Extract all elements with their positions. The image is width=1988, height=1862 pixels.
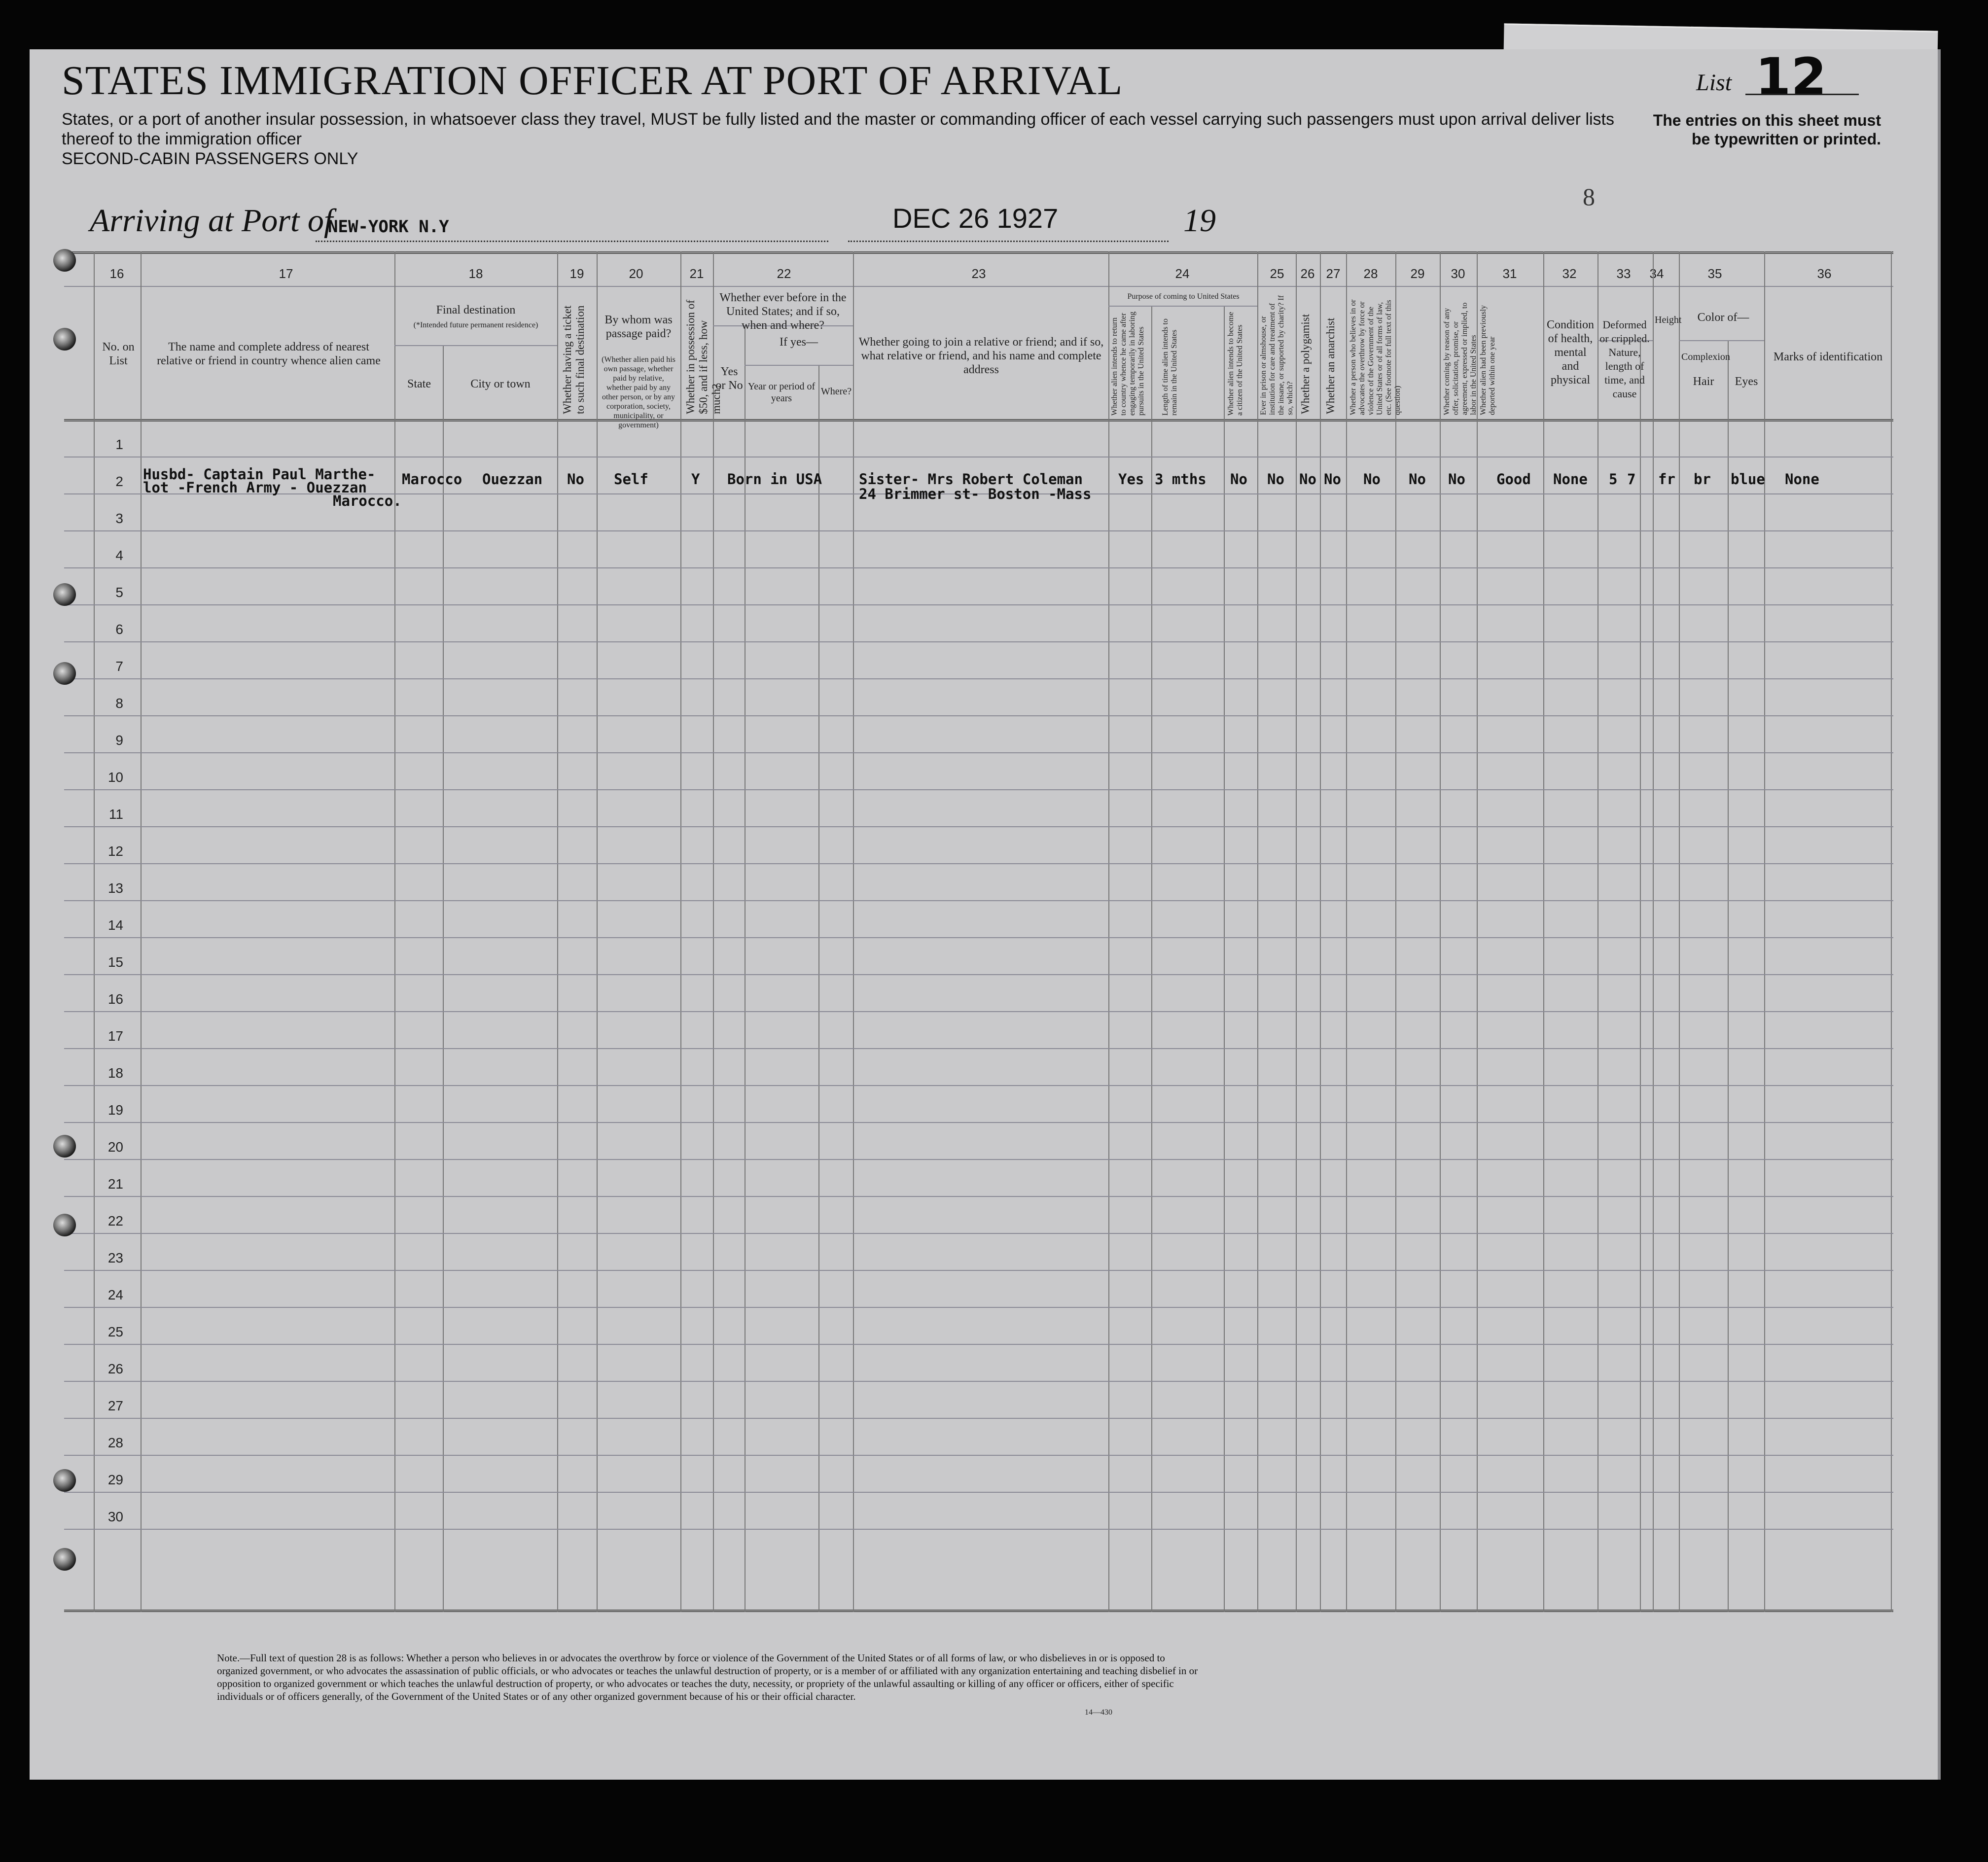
row-number: 4 (115, 548, 123, 563)
entry-purpose-return: Yes (1118, 471, 1144, 488)
hdr-marks: Marks of identification (1773, 351, 1883, 363)
col-border (394, 251, 395, 1612)
col-border (853, 251, 854, 1612)
col-num-29: 29 (1410, 266, 1425, 281)
row-number: 30 (107, 1509, 123, 1524)
entry-city: Ouezzan (482, 471, 543, 488)
hdr-deformed: Deformed or crippled. Nature, length of time, and cause (1599, 318, 1650, 400)
col-num-28: 28 (1363, 266, 1378, 281)
row-rule (64, 1418, 1893, 1419)
entry-purpose-citizen: No (1230, 471, 1247, 488)
row-number: 16 (107, 991, 123, 1007)
row-rule (64, 1085, 1893, 1086)
row-number: 26 (107, 1361, 123, 1376)
header-bottom-rule (64, 419, 1893, 422)
instructions (62, 109, 1639, 169)
col-border (1320, 251, 1321, 1612)
col-border (1224, 306, 1225, 1612)
entry-purpose-length: 3 mths (1155, 471, 1207, 488)
row-number: 10 (107, 770, 123, 785)
col-num-19: 19 (569, 266, 584, 281)
entry-overthrow: No (1363, 471, 1381, 488)
punch-hole (53, 1469, 76, 1492)
hdr-where: Where? (820, 386, 852, 397)
col-border (1891, 251, 1892, 1612)
entry-deported: No (1448, 471, 1465, 488)
col-num-36: 36 (1817, 266, 1832, 281)
col-border (1346, 251, 1347, 1612)
col-num-17: 17 (279, 266, 293, 281)
hdr-hair: Hair (1693, 375, 1714, 388)
row-number: 18 (107, 1065, 123, 1081)
page-title: STATES IMMIGRATION OFFICER AT PORT OF ARRIVAL (62, 58, 1123, 104)
hdr-color-of: Color of— (1697, 311, 1749, 324)
hdr-passage-paid: By whom was passage paid? (604, 314, 673, 340)
hdr-ever-before: Whether ever before in the United States; and if so, when and where? (719, 291, 847, 332)
hdr-sub-rule (1679, 340, 1764, 341)
hdr-purpose-return: Whether alien intends to return to country whence he came after engaging temporarily in laboring pursuits in the United States (1110, 311, 1145, 416)
col-border (818, 365, 819, 1612)
entry-ever-before: Born in USA (727, 471, 822, 488)
entry-prison: No (1267, 471, 1284, 488)
punch-hole (53, 583, 76, 606)
hdr-complexion: Complexion (1681, 351, 1730, 362)
row-number: 3 (115, 511, 123, 526)
col-num-20: 20 (629, 266, 643, 281)
page-mark: 8 (1583, 183, 1595, 211)
row-rule (64, 752, 1893, 753)
manifest-table (64, 251, 1893, 1612)
date-value: DEC 26 1927 (892, 203, 1059, 234)
hdr-eyes: Eyes (1735, 375, 1758, 388)
instructions-line-2: SECOND-CABIN PASSENGERS ONLY (62, 149, 358, 168)
entry-complexion: fr (1658, 471, 1675, 488)
row-number: 20 (107, 1139, 123, 1155)
row-number: 19 (107, 1102, 123, 1118)
row-number: 28 (107, 1435, 123, 1450)
punch-hole (53, 662, 76, 685)
entry-relative-line-2: lot -French Army - Ouezzan (143, 479, 367, 496)
row-number: 5 (115, 585, 123, 600)
hdr-yes-no: Yes or No (715, 365, 743, 392)
hdr-final-destination-note: (*Intended future permanent residence) (413, 321, 538, 329)
hdr-state: State (407, 378, 431, 390)
col-num-32: 32 (1562, 266, 1577, 281)
form-code: 14—430 (1085, 1708, 1112, 1717)
col-border (1543, 251, 1544, 1612)
row-number: 2 (115, 474, 123, 489)
entries-note: The entries on this sheet must be typewritten or printed. (1653, 111, 1881, 148)
col-border (1679, 251, 1680, 1612)
row-rule (64, 900, 1893, 901)
col-border (680, 251, 681, 1612)
col-num-35: 35 (1707, 266, 1722, 281)
punch-hole (53, 249, 76, 272)
entry-anarchist: No (1324, 471, 1341, 488)
row-rule (64, 1159, 1893, 1160)
hdr-deported: Whether alien had been previously deported within one year (1479, 305, 1496, 415)
row-number: 23 (107, 1250, 123, 1265)
hdr-passage-note: (Whether alien paid his own passage, whether paid by relative, whether paid by any other person, or by any corporation, society, municipality, or government) (602, 355, 675, 429)
punch-hole (53, 1214, 76, 1236)
entry-contract: No (1409, 471, 1426, 488)
row-rule (64, 1196, 1893, 1197)
list-underline (1745, 94, 1859, 95)
col-border (557, 251, 558, 1612)
col-border (1440, 251, 1441, 1612)
col-num-34: 34 (1649, 266, 1664, 281)
entry-deformed: None (1553, 471, 1588, 488)
row-rule (64, 826, 1893, 827)
hdr-city: City or town (470, 378, 531, 390)
list-label: List (1696, 70, 1732, 96)
row-rule (64, 641, 1893, 642)
row-number: 1 (115, 437, 123, 452)
row-rule (64, 678, 1893, 679)
hdr-overthrow: Whether a person who believes in or advocates the overthrow by force or violence of the Government of the United States or of all forms of law, etc. (See footnote for full text of this question) (1349, 299, 1402, 415)
year-prefix: 19 (1183, 203, 1216, 239)
row-number: 8 (115, 696, 123, 711)
col-border (1395, 251, 1396, 1612)
table-top-border (64, 251, 1893, 254)
row-number: 15 (107, 954, 123, 970)
entry-relative-line-3: Marocco. (333, 492, 402, 509)
col-num-33: 33 (1616, 266, 1631, 281)
col-num-16: 16 (109, 266, 124, 281)
row-number: 29 (107, 1472, 123, 1487)
hdr-purpose: Purpose of coming to United States (1127, 292, 1240, 301)
punch-hole (53, 1135, 76, 1158)
col-num-21: 21 (689, 266, 704, 281)
col-num-25: 25 (1270, 266, 1284, 281)
row-number: 6 (115, 622, 123, 637)
hdr-year-period: Year or period of years (747, 381, 816, 404)
col-border (1477, 251, 1478, 1612)
row-rule (64, 937, 1893, 938)
hdr-prison: Ever in prison or almshouse, or institution for care and treatment of the insane, or supported by charity? If so, which? (1259, 295, 1294, 415)
hdr-polygamist: Whether a polygamist (1299, 314, 1312, 414)
hdr-no-on-list: No. on List (102, 341, 135, 367)
entry-marks: None (1785, 471, 1819, 488)
hdr-sub-rule (745, 365, 853, 366)
entry-eyes: blue (1731, 471, 1765, 488)
col-border (1151, 306, 1152, 1612)
punch-hole (53, 328, 76, 351)
hdr-final-destination: Final destination (436, 304, 516, 316)
row-number: 24 (107, 1287, 123, 1302)
row-number: 27 (107, 1398, 123, 1413)
entry-state: Marocco (402, 471, 462, 488)
col-num-23: 23 (971, 266, 986, 281)
footnote: Note.—Full text of question 28 is as follows: Whether a person who believes in or advocates the overthrow by force or violence of the Government of the United States or of all forms of law, or who disbelieves in or is opposed to organized government, or who advocates the assassination of public officials, or who advocates or teaches the unlawful destruction of property, or is a member of or affiliated with any organization entertaining and teaching disbelief in or opposition to organized government or which teaches the unlawful destruction of property, or who advocates or teaches the duty, necessity, or propriety of the unlawful assaulting or killing of any officer or officers, either of specific individuals or of officers generally, of the Government of the United States or of any other organized government because of his or their official character. (217, 1652, 1198, 1702)
row-number: 12 (107, 843, 123, 859)
row-rule (64, 1233, 1893, 1234)
hdr-contract-labor: Whether coming by reason of any offer, solicitation, promise, or agreement, expressed or implied, to labor in the United States (1443, 302, 1478, 415)
row-number: 11 (108, 807, 123, 822)
row-rule (64, 1344, 1893, 1345)
entry-relative-line-1: Husbd- Captain Paul Marthe- (143, 466, 376, 483)
col-border (745, 325, 746, 1612)
col-num-31: 31 (1502, 266, 1517, 281)
row-number: 9 (115, 733, 123, 748)
row-rule (64, 974, 1893, 975)
col-border (713, 251, 714, 1612)
hdr-height: Height (1655, 315, 1682, 325)
hdr-purpose-citizen: Whether alien intends to become a citizen of the United States (1227, 312, 1244, 416)
row-rule (64, 1048, 1893, 1049)
row-rule (64, 715, 1893, 716)
hdr-sub-rule (1108, 306, 1257, 307)
row-rule (64, 1529, 1893, 1530)
entry-join-line-1: Sister- Mrs Robert Coleman (859, 471, 1083, 488)
row-number: 22 (107, 1213, 123, 1229)
row-number: 14 (107, 917, 123, 933)
row-number: 13 (107, 880, 123, 896)
entry-ticket: No (567, 471, 584, 488)
table-bottom-border (64, 1610, 1893, 1612)
col-num-26: 26 (1300, 266, 1315, 281)
entry-polygamist: No (1299, 471, 1316, 488)
hdr-ticket: Whether having a ticket to such final destination (561, 305, 586, 414)
entry-possession: Y (691, 471, 700, 488)
arriving-label: Arriving at Port of (90, 203, 333, 239)
row-rule (64, 1455, 1893, 1456)
col-border (141, 251, 142, 1612)
hdr-nearest-relative: The name and complete address of nearest relative or friend in country whence alien came (157, 341, 381, 367)
col-num-27: 27 (1326, 266, 1341, 281)
row-rule (64, 1307, 1893, 1308)
col-num-rule (64, 286, 1893, 287)
hdr-anarchist: Whether an anarchist (1324, 317, 1337, 414)
entry-passage: Self (614, 471, 648, 488)
punch-hole (53, 1548, 76, 1571)
hdr-condition: Condition of health, mental and physical (1546, 318, 1594, 386)
entry-feet: 5 (1609, 471, 1618, 488)
entry-inches: 7 (1627, 471, 1636, 488)
row-rule (64, 1381, 1893, 1382)
col-num-22: 22 (777, 266, 791, 281)
col-num-18: 18 (468, 266, 483, 281)
col-border (1764, 251, 1765, 1612)
col-border (597, 251, 598, 1612)
list-number: 12 (1755, 47, 1827, 107)
row-number: 21 (107, 1176, 123, 1192)
row-rule (64, 604, 1893, 605)
row-number: 7 (115, 659, 123, 674)
instructions-line-1: States, or a port of another insular possession, in whatsoever class they travel, MUST be fully listed and the master or commanding officer of each vessel carrying such passengers must upon arrival deliver lists thereof to the immigration officer (62, 110, 1615, 148)
col-border (443, 345, 444, 1612)
col-border (1108, 251, 1109, 1612)
row-rule (64, 530, 1893, 531)
row-rule (64, 1270, 1893, 1271)
entry-condition: Good (1496, 471, 1531, 488)
row-rule (64, 863, 1893, 864)
row-rule (64, 1011, 1893, 1012)
port-value: NEW-YORK N.Y (328, 217, 449, 237)
row-rule (64, 1122, 1893, 1123)
date-line (848, 241, 1169, 242)
row-rule (64, 789, 1893, 790)
hdr-possession-50: Whether in possession of $50, and if less, how much? (684, 300, 722, 414)
col-border (1653, 251, 1654, 1612)
col-num-24: 24 (1175, 266, 1190, 281)
row-number: 17 (107, 1028, 123, 1044)
hdr-if-yes: If yes— (780, 336, 818, 349)
hdr-join-relative: Whether going to join a relative or friend; and if so, what relative or friend, and his name and complete address (858, 336, 1104, 376)
row-number: 25 (107, 1324, 123, 1339)
hdr-sub-rule (394, 345, 557, 346)
col-border (1257, 251, 1258, 1612)
col-num-30: 30 (1451, 266, 1465, 281)
row-rule (64, 1492, 1893, 1493)
hdr-purpose-length: Length of time alien intends to remain in the United States (1161, 318, 1178, 416)
col-border (1296, 251, 1297, 1612)
entry-hair: br (1694, 471, 1711, 488)
port-line (316, 241, 828, 242)
row-rule (64, 567, 1893, 568)
entry-join-line-2: 24 Brimmer st- Boston -Mass (859, 486, 1092, 502)
